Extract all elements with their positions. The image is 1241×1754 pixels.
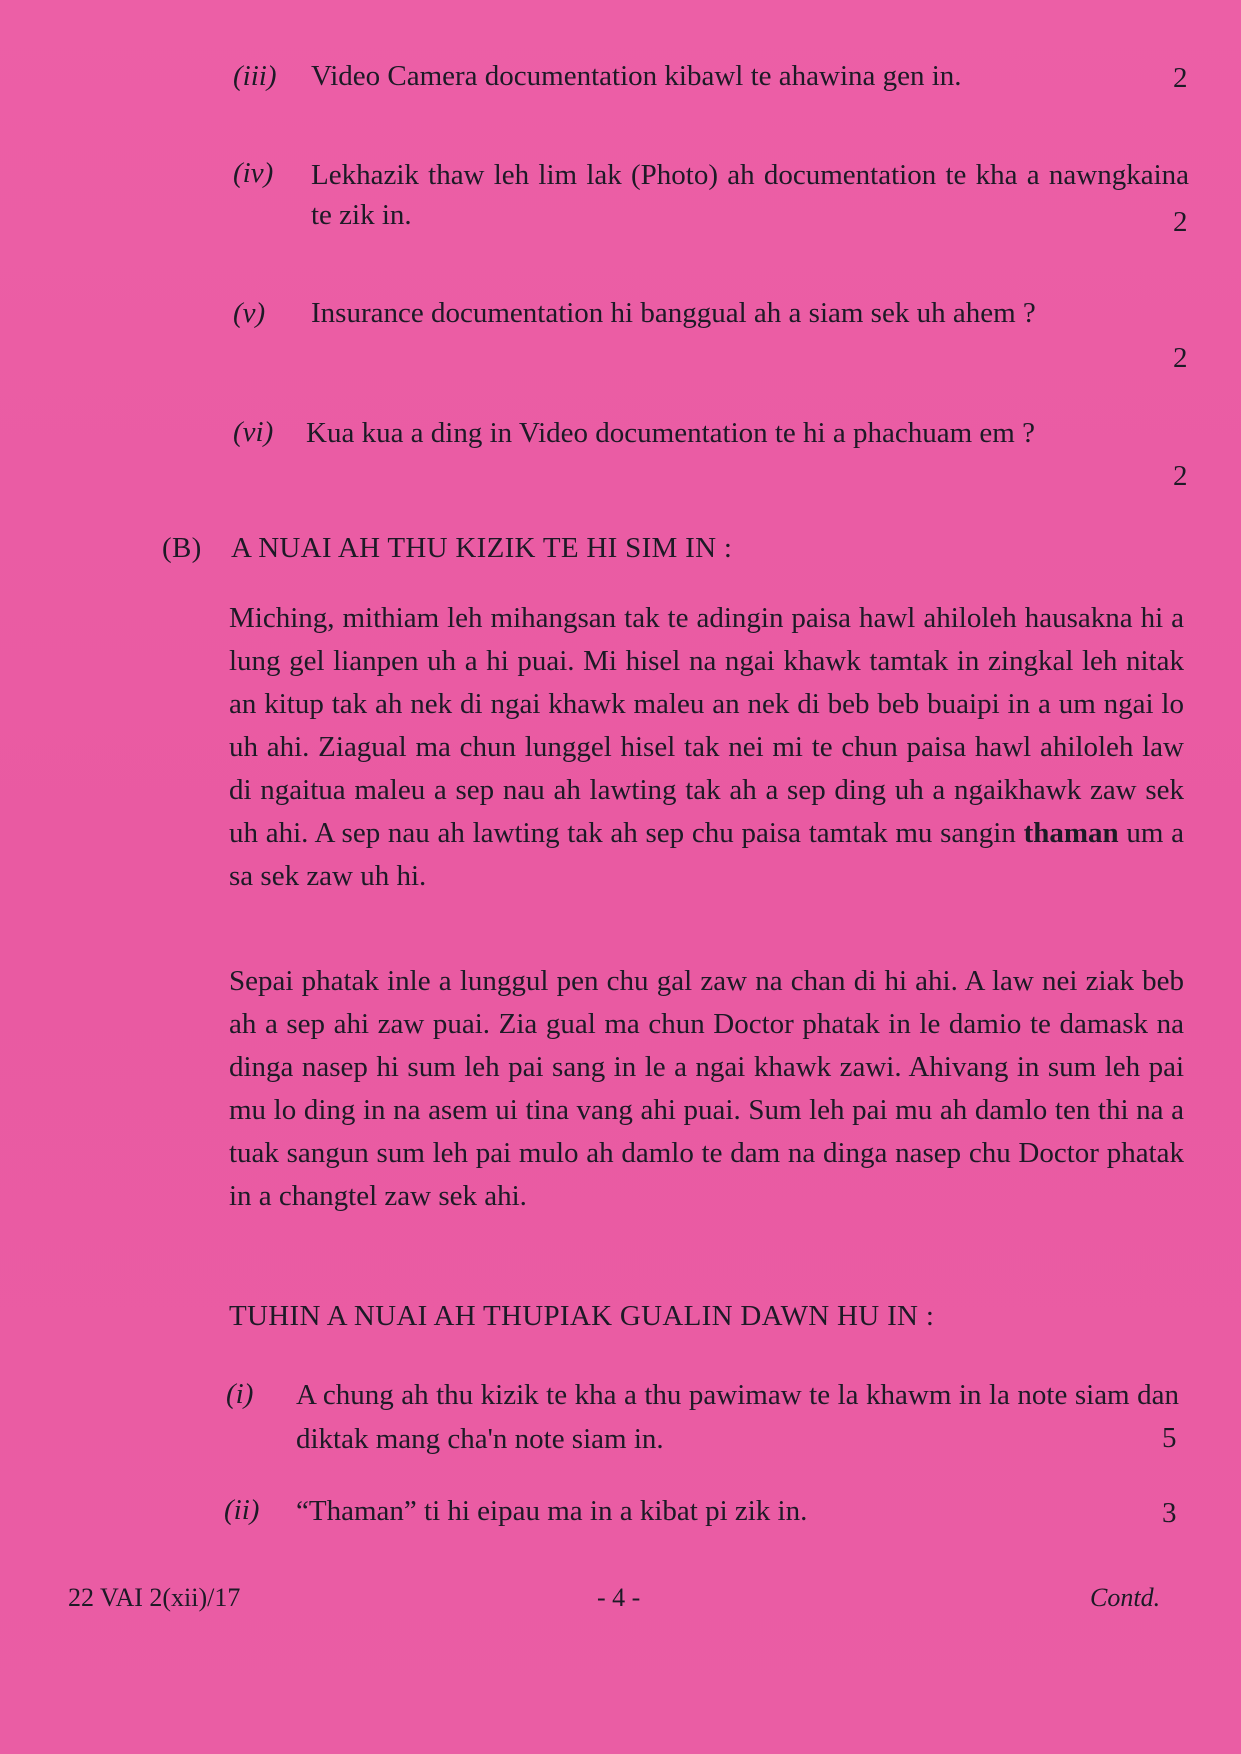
item-vi-marks: 2 bbox=[1173, 460, 1188, 492]
passage-1-text-a: Miching, mithiam leh mihangsan tak te adingin paisa hawl ahiloleh hausakna hi a lung gel lianpen uh a hi puai. Mi hisel na ngai khawk tamtak in zingkal leh nitak an kitup tak ah nek di ngai khawk maleu an nek di beb beb buaipi in a um ngai lo uh ahi. Ziagual ma chun lunggel hisel tak nei mi te chun paisa hawl ahiloleh law di ngaitua maleu a sep nau ah lawting tak ah a sep ding uh a ngaikhawk zaw sek uh ahi. A sep nau ah lawting tak ah sep chu paisa tamtak mu sangin bbox=[229, 602, 1184, 849]
paper-code: 22 VAI 2(xii)/17 bbox=[68, 1583, 241, 1612]
item-iv-marks: 2 bbox=[1173, 206, 1188, 238]
item-vi-text: Kua kua a ding in Video documentation te hi a phachuam em ? bbox=[306, 417, 1035, 449]
continued-label: Contd. bbox=[1090, 1583, 1161, 1612]
item-iii-number: (iii) bbox=[233, 60, 277, 92]
section-b-heading: A NUAI AH THU KIZIK TE HI SIM IN : bbox=[231, 532, 733, 564]
question-i-number: (i) bbox=[226, 1378, 254, 1410]
reading-passage-paragraph-2: Sepai phatak inle a lunggul pen chu gal zaw na chan di hi ahi. A law nei ziak beb ah a sep ahi zaw puai. Zia gual ma chun Doctor phatak in le damio te damask na dinga nasep hi sum leh pai sang in le a ngai khawk zawi. Ahivang in sum leh pai mu lo ding in na asem ui tina vang ahi puai. Sum leh pai mu ah damlo ten thi na a tuak sangun sum leh pai mulo ah damlo te dam na dinga nasep chu Doctor phatak in a changtel zaw sek ahi. bbox=[229, 965, 1184, 1212]
item-iii-text: Video Camera documentation kibawl te ahawina gen in. bbox=[311, 60, 962, 92]
item-v-number: (v) bbox=[233, 297, 266, 329]
item-iv-number: (iv) bbox=[233, 157, 274, 189]
question-i-text: A chung ah thu kizik te kha a thu pawimaw te la khawm in la note siam dan diktak mang cha'n note siam in. bbox=[296, 1379, 1179, 1455]
item-v-marks: 2 bbox=[1173, 342, 1188, 374]
question-ii-marks: 3 bbox=[1162, 1497, 1177, 1529]
question-ii-number: (ii) bbox=[224, 1494, 260, 1526]
section-b-instruction: TUHIN A NUAI AH THUPIAK GUALIN DAWN HU IN : bbox=[229, 1300, 935, 1332]
item-iii-marks: 2 bbox=[1173, 62, 1188, 94]
passage-1-bold-word: thaman bbox=[1023, 817, 1119, 849]
section-b-label: (B) bbox=[162, 532, 202, 564]
reading-passage-paragraph-1 bbox=[229, 597, 1184, 898]
item-vi-number: (vi) bbox=[233, 416, 274, 448]
page-number: - 4 - bbox=[597, 1583, 641, 1612]
passage-1-text-b: um a sa sek zaw uh hi. bbox=[229, 817, 1184, 892]
item-iv-text: Lekhazik thaw leh lim lak (Photo) ah documentation te kha a nawngkaina te zik in. bbox=[311, 159, 1189, 231]
item-v-text: Insurance documentation hi banggual ah a siam sek uh ahem ? bbox=[311, 297, 1036, 329]
question-i-marks: 5 bbox=[1162, 1422, 1177, 1454]
question-ii-text: “Thaman” ti hi eipau ma in a kibat pi zik in. bbox=[296, 1495, 808, 1527]
